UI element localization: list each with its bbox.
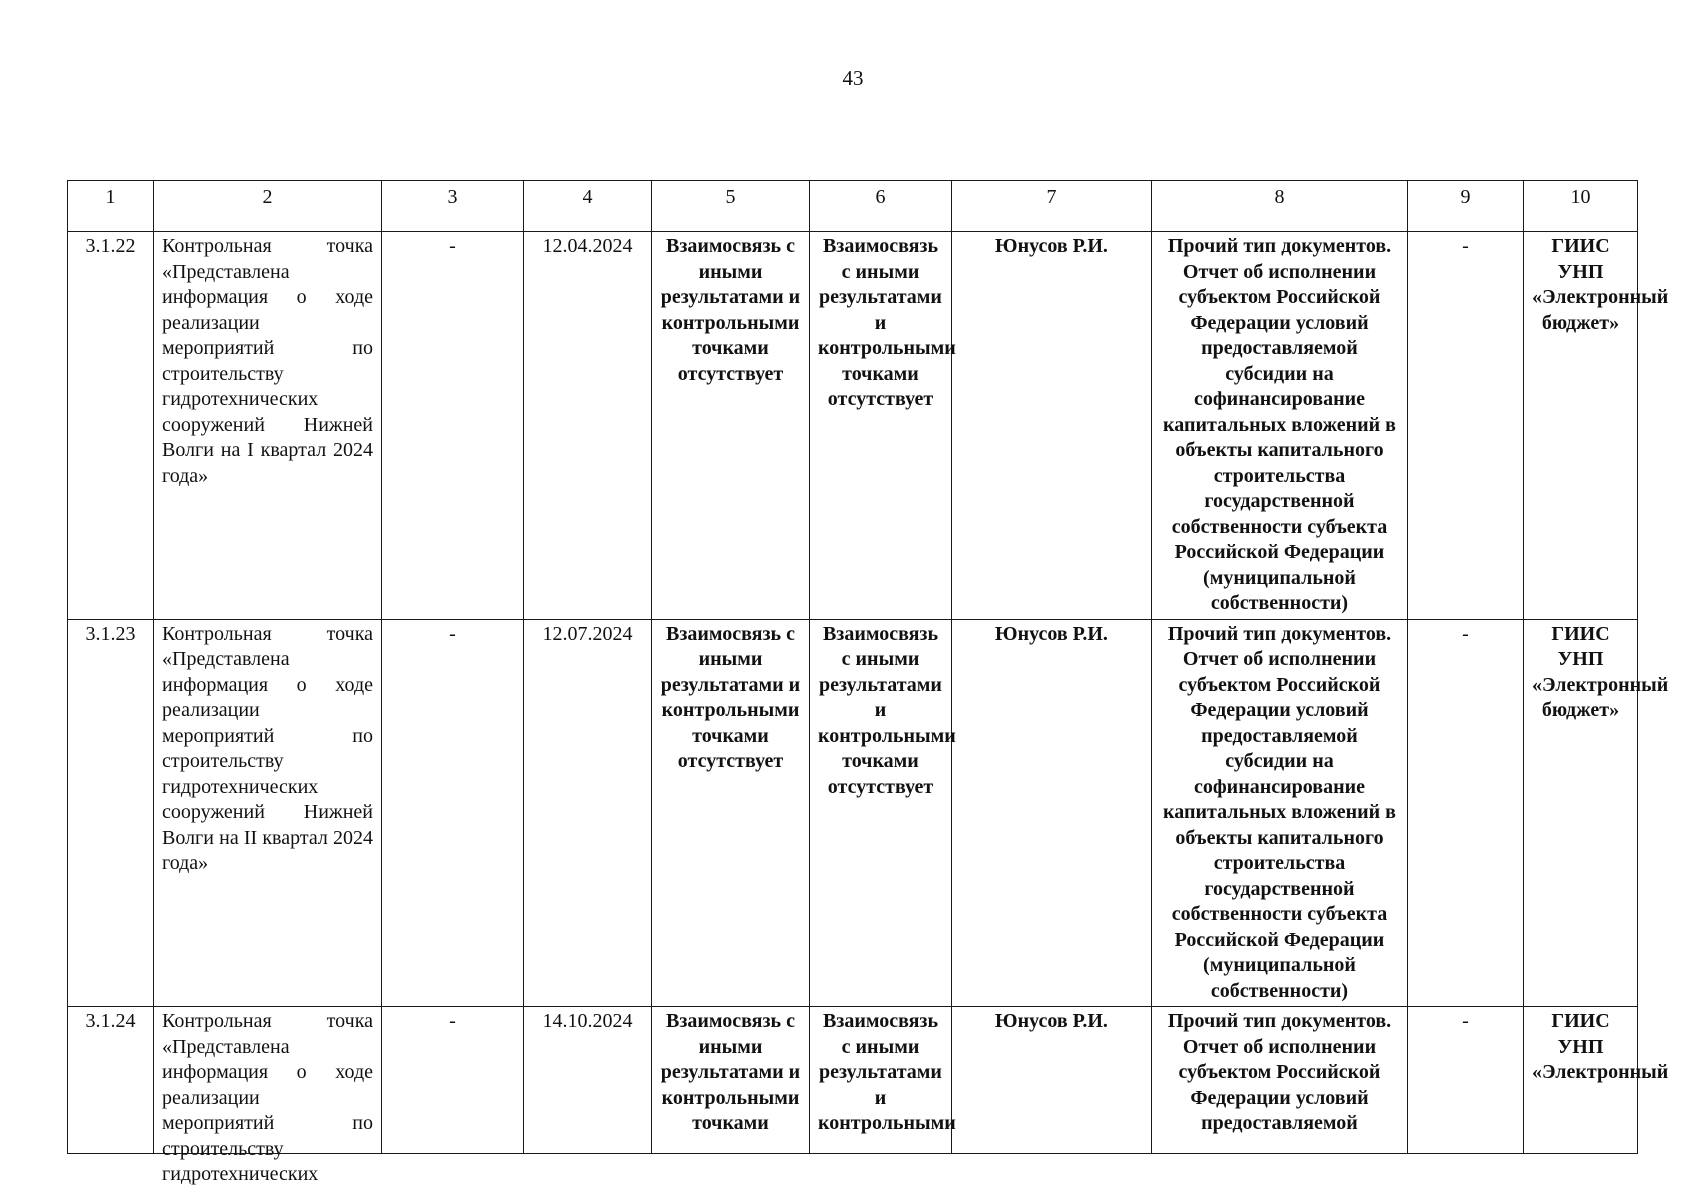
responsible-person-text: Юнусов Р.И.: [995, 1010, 1108, 1032]
column-header-2: 2: [154, 181, 382, 232]
row-number: 3.1.23: [68, 619, 154, 1007]
responsible-person: Юнусов Р.И.: [952, 232, 1152, 620]
column-header-3: 3: [382, 181, 524, 232]
relation-results: Взаимосвязь с иными результатами и контрольными точками отсутствует: [652, 619, 810, 1007]
document-type: Прочий тип документов. Отчет об исполнении субъектом Российской Федерации условий предоставляемой субсидии на софинансирование капитальных вложений в объекты капитального строительства государственной собственности субъекта Российской Федерации (муниципальной собственности): [1152, 232, 1408, 620]
data-table: [67, 180, 1669, 1185]
column-header-1: 1: [68, 181, 154, 232]
control-point-name: Контрольная точка «Представлена информация о ходе реализации мероприятий по строительству гидротехнических сооружений Нижней Волги на I квартал 2024 года»: [154, 232, 382, 620]
relation-other: Взаимосвязь с иными результатами и контрольными точками отсутствует: [810, 232, 952, 620]
header-row: [68, 181, 1638, 232]
column-header-6: 6: [810, 181, 952, 232]
responsible-person: Юнусов Р.И.: [952, 619, 1152, 1007]
cell-col9: -: [1408, 232, 1524, 620]
cell-col9-text: -: [1462, 1010, 1469, 1032]
column-header-5: 5: [652, 181, 810, 232]
table-row: [68, 232, 1638, 620]
cell-col3: -: [382, 619, 524, 1007]
control-point-name: Контрольная точка «Представлена информация о ходе реализации мероприятий по строительству гидротехнических сооружений Нижней Волги на II квартал 2024 года»: [154, 619, 382, 1007]
document-type-text: Прочий тип документов. Отчет об исполнении субъектом Российской Федерации условий предоставляемой: [1167, 1010, 1392, 1134]
control-point-name: [154, 1007, 382, 1185]
cell-col9: [1408, 1007, 1524, 1154]
due-date: 12.07.2024: [524, 619, 652, 1007]
column-header-10: 10: [1524, 181, 1638, 232]
relation-results: Взаимосвязь с иными результатами и контрольными точками отсутствует: [652, 232, 810, 620]
info-system-text: ГИИС УНП «Электронный: [1532, 1010, 1669, 1083]
cell-col3: [382, 1007, 524, 1154]
row-number-text: 3.1.24: [85, 1010, 136, 1032]
table-row: [68, 1007, 1638, 1154]
column-header-8: 8: [1152, 181, 1408, 232]
page-number: 43: [842, 66, 864, 90]
row-number: [68, 1007, 154, 1154]
row-number: 3.1.22: [68, 232, 154, 620]
cell-col3-text: -: [449, 1010, 456, 1032]
control-point-name-text: Контрольная точка «Представлена информация о ходе реализации мероприятий по строительству гидротехнических: [162, 1010, 373, 1185]
document-type: Прочий тип документов. Отчет об исполнении субъектом Российской Федерации условий предоставляемой субсидии на софинансирование капитальных вложений в объекты капитального строительства государственной собственности субъекта Российской Федерации (муниципальной собственности): [1152, 619, 1408, 1007]
due-date: 12.04.2024: [524, 232, 652, 620]
document-type: [1152, 1007, 1408, 1154]
relation-results: [652, 1007, 810, 1154]
relation-results-text: Взаимосвязь с иными результатами и контрольными точками: [660, 1010, 801, 1134]
info-system: [1524, 1007, 1669, 1154]
column-header-4: 4: [524, 181, 652, 232]
cell-col3: -: [382, 232, 524, 620]
due-date: [524, 1007, 652, 1154]
relation-other-text: Взаимосвязь с иными результатами и контрольными: [818, 1010, 956, 1134]
column-header-7: 7: [952, 181, 1152, 232]
info-system: ГИИС УНП «Электронный бюджет»: [1524, 232, 1638, 620]
info-system: ГИИС УНП «Электронный бюджет»: [1524, 619, 1638, 1007]
relation-other: Взаимосвязь с иными результатами и контрольными точками отсутствует: [810, 619, 952, 1007]
table-row: [68, 619, 1638, 1007]
column-header-9: 9: [1408, 181, 1524, 232]
due-date-text: 14.10.2024: [542, 1010, 633, 1032]
responsible-person: [952, 1007, 1152, 1154]
relation-other: [810, 1007, 956, 1154]
cell-col9: -: [1408, 619, 1524, 1007]
